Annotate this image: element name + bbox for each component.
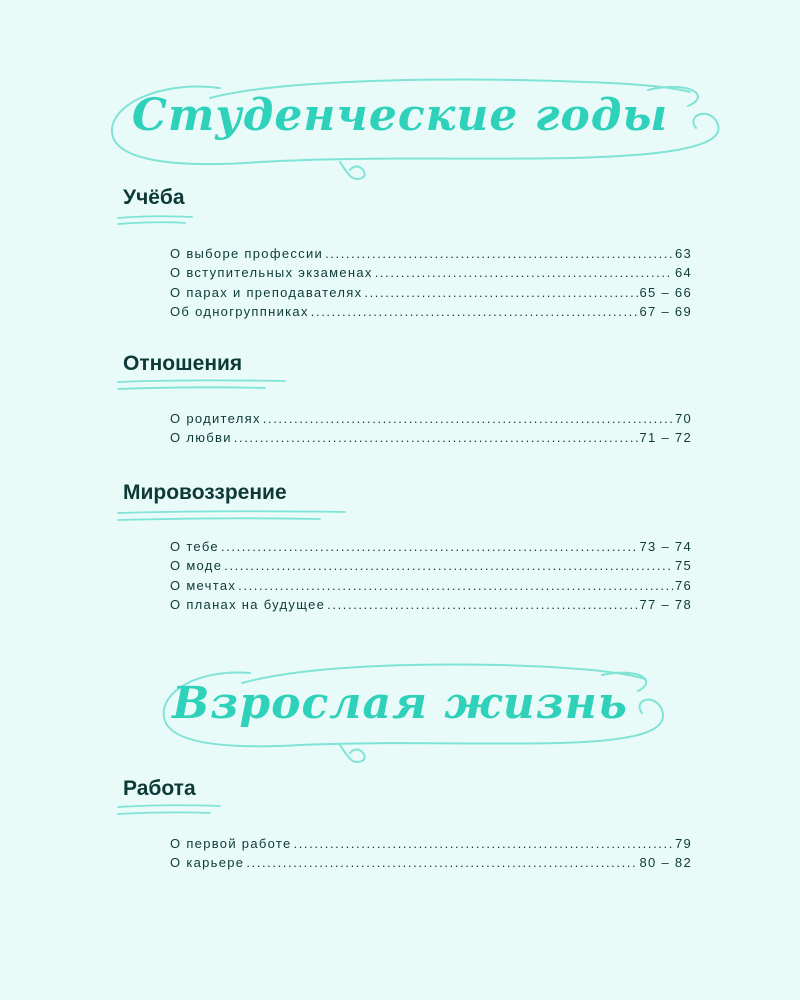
dot-leader (311, 304, 638, 319)
section-underline (115, 213, 195, 231)
toc-entry[interactable] (170, 430, 692, 449)
section-title: Учёба (123, 186, 185, 209)
toc-entry-pages: 65 – 66 (639, 284, 692, 300)
dot-leader (234, 430, 638, 445)
toc-entry-label: О выборе профессии (170, 246, 324, 261)
toc-entry-label: О планах на будущее (170, 596, 326, 612)
toc-entry-pages: 71 – 72 (639, 430, 692, 446)
section-title: Мировоззрение (123, 481, 287, 504)
dot-leader (221, 539, 638, 554)
toc-entry-pages: 63 (674, 246, 692, 261)
toc-entry-pages: 64 (674, 265, 692, 281)
toc-entry-label: О тебе (170, 539, 219, 554)
toc-entry-pages: 73 – 74 (639, 539, 692, 554)
toc-entry[interactable] (170, 285, 692, 304)
toc-list (170, 836, 692, 875)
toc-entry[interactable] (170, 855, 692, 874)
toc-entry-pages: 75 (674, 558, 692, 574)
toc-entry-pages: 79 (674, 836, 692, 851)
toc-entry-label: О любви (170, 430, 232, 446)
dot-leader (293, 836, 672, 851)
toc-entry-label: О карьере (170, 855, 245, 871)
toc-entry[interactable] (170, 304, 692, 323)
section-title: Работа (123, 777, 196, 800)
toc-entry-pages: 70 (674, 411, 692, 426)
section-underline (115, 802, 225, 820)
toc-entry[interactable] (170, 836, 692, 855)
toc-entry-pages: 76 (674, 577, 692, 593)
dot-leader (224, 558, 673, 573)
dot-leader (325, 246, 673, 261)
toc-list (170, 539, 692, 616)
toc-list (170, 246, 692, 323)
dot-leader (263, 411, 673, 426)
toc-entry-pages: 77 – 78 (639, 596, 692, 612)
toc-entry-label: О мечтах (170, 577, 237, 593)
toc-entry[interactable] (170, 578, 692, 597)
toc-entry-label: О вступительных экзаменах (170, 265, 373, 281)
toc-entry[interactable] (170, 558, 692, 577)
toc-entry-label: О моде (170, 558, 223, 574)
toc-entry-label: Об одногруппниках (170, 303, 309, 319)
part-title: Студенческие годы (131, 90, 669, 141)
dot-leader (246, 855, 637, 870)
toc-entry[interactable] (170, 597, 692, 616)
toc-entry-label: О родителях (170, 411, 261, 426)
dot-leader (327, 597, 637, 612)
dot-leader (375, 265, 673, 280)
toc-entry[interactable] (170, 265, 692, 284)
toc-entry[interactable] (170, 411, 692, 430)
toc-list (170, 411, 692, 450)
dot-leader (364, 285, 637, 300)
section-underline (115, 508, 350, 528)
dot-leader (238, 578, 673, 593)
toc-entry[interactable] (170, 539, 692, 558)
toc-entry-label: О первой работе (170, 836, 292, 851)
toc-entry-pages: 67 – 69 (639, 303, 692, 319)
toc-entry-label: О парах и преподавателях (170, 284, 363, 300)
part-title: Взрослая жизнь (172, 678, 628, 729)
section-underline (115, 378, 290, 396)
toc-entry[interactable] (170, 246, 692, 265)
section-title: Отношения (123, 352, 243, 375)
toc-entry-pages: 80 – 82 (639, 855, 692, 871)
